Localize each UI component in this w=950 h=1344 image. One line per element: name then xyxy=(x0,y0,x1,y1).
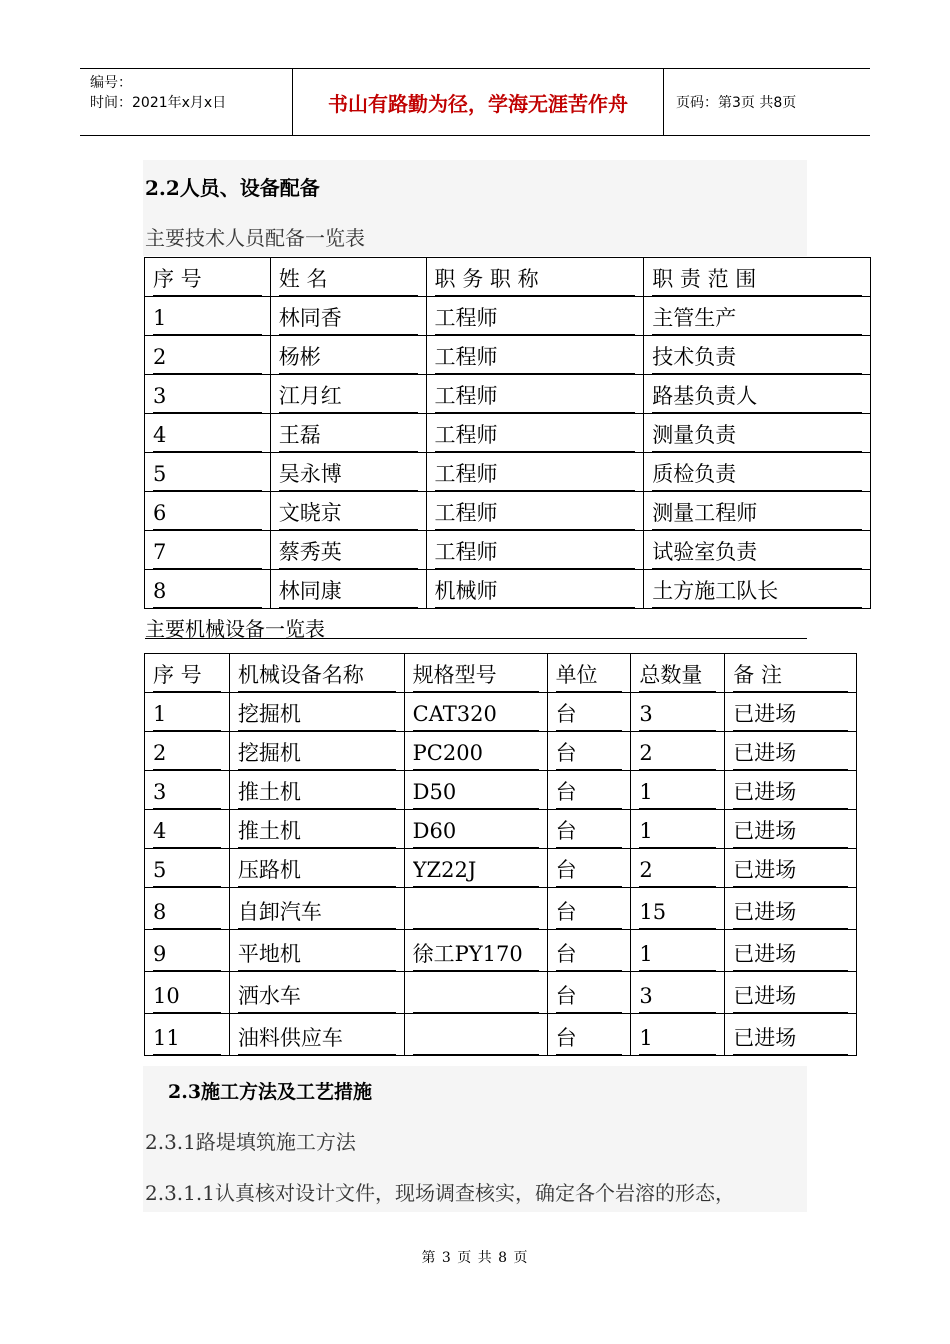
table-cell xyxy=(426,258,644,297)
cell-text: 已进场 xyxy=(733,940,848,971)
cell-text: D50 xyxy=(413,778,539,809)
table-cell xyxy=(404,972,547,1014)
table-cell xyxy=(229,1014,404,1056)
cell-text: 1 xyxy=(639,778,716,809)
table-cell xyxy=(725,1014,857,1056)
cell-text: 1 xyxy=(639,940,716,971)
table-cell xyxy=(547,849,631,888)
cell-text: 已进场 xyxy=(733,856,848,887)
cell-text: 3 xyxy=(639,982,716,1013)
table-cell xyxy=(145,972,230,1014)
header-meta xyxy=(80,69,293,135)
table-row xyxy=(145,375,871,414)
table-row xyxy=(145,1014,857,1056)
table-row xyxy=(145,492,871,531)
table-cell xyxy=(547,810,631,849)
table-row xyxy=(145,570,871,609)
cell-text: 15 xyxy=(639,898,716,929)
cell-text: 8 xyxy=(153,577,262,608)
table-cell xyxy=(725,972,857,1014)
cell-text: 1 xyxy=(153,304,262,335)
table-row xyxy=(145,297,871,336)
page-header xyxy=(80,68,870,136)
equip-table-title: 主要机械设备一览表 xyxy=(145,617,325,641)
cell-text: 推土机 xyxy=(238,817,396,848)
table-cell xyxy=(270,570,426,609)
table-cell xyxy=(270,414,426,453)
cell-text: 测量工程师 xyxy=(652,499,862,530)
cell-text: 江月红 xyxy=(279,382,418,413)
table-cell xyxy=(229,693,404,732)
table-row xyxy=(145,531,871,570)
table-cell xyxy=(145,930,230,972)
table-cell xyxy=(644,453,871,492)
table-cell xyxy=(270,336,426,375)
cell-text: 徐工PY170 xyxy=(413,940,539,971)
cell-text: 5 xyxy=(153,460,262,491)
table-row xyxy=(145,810,857,849)
cell-text: 总数量 xyxy=(639,661,716,692)
cell-text: 文晓京 xyxy=(279,499,418,530)
cell-text: 10 xyxy=(153,982,221,1013)
header-motto: 书山有路勤为径，学海无涯苦作舟 xyxy=(293,69,664,135)
section-heading-2-3: 2.3施工方法及工艺措施 xyxy=(168,1081,373,1103)
cell-text: 工程师 xyxy=(435,538,636,569)
table-cell xyxy=(644,414,871,453)
table-cell xyxy=(270,258,426,297)
cell-text: 挖掘机 xyxy=(238,700,396,731)
cell-text: 工程师 xyxy=(435,382,636,413)
table-cell xyxy=(145,771,230,810)
cell-text: 8 xyxy=(153,898,221,929)
cell-text: 已进场 xyxy=(733,1024,848,1055)
cell-text: 油料供应车 xyxy=(238,1024,396,1055)
table-row xyxy=(145,414,871,453)
table-row xyxy=(145,654,857,693)
table-cell xyxy=(145,732,230,771)
table-cell xyxy=(631,732,725,771)
table-cell xyxy=(145,888,230,930)
table-row xyxy=(145,693,857,732)
table-row xyxy=(145,930,857,972)
cell-text: 台 xyxy=(556,856,623,887)
cell-text: 2 xyxy=(639,856,716,887)
table-cell xyxy=(426,570,644,609)
cell-text: 台 xyxy=(556,940,623,971)
staff-table-title: 主要技术人员配备一览表 xyxy=(145,226,365,250)
cell-text: CAT320 xyxy=(413,700,539,731)
table-cell xyxy=(270,375,426,414)
table-cell xyxy=(547,930,631,972)
cell-text: 1 xyxy=(639,1024,716,1055)
cell-text: 11 xyxy=(153,1024,221,1055)
cell-text: 序 号 xyxy=(153,265,262,296)
table-cell xyxy=(404,810,547,849)
table-row xyxy=(145,453,871,492)
cell-text: 已进场 xyxy=(733,739,848,770)
cell-text: 机械师 xyxy=(435,577,636,608)
table-cell xyxy=(631,810,725,849)
table-row xyxy=(145,336,871,375)
cell-text: 已进场 xyxy=(733,700,848,731)
cell-text: 王磊 xyxy=(279,421,418,452)
table-cell xyxy=(426,453,644,492)
code-label: 编号： xyxy=(90,75,132,91)
cell-text: 姓 名 xyxy=(279,265,418,296)
table-cell xyxy=(644,336,871,375)
table-cell xyxy=(725,693,857,732)
cell-text: 职 责 范 围 xyxy=(652,265,862,296)
cell-text: 台 xyxy=(556,898,623,929)
cell-text: 工程师 xyxy=(435,304,636,335)
cell-text: 序 号 xyxy=(153,661,221,692)
table-cell xyxy=(229,654,404,693)
cell-text: 9 xyxy=(153,940,221,971)
table-cell xyxy=(404,732,547,771)
cell-text: 3 xyxy=(153,382,262,413)
table-cell xyxy=(426,531,644,570)
cell-text: 台 xyxy=(556,817,623,848)
table-row xyxy=(145,888,857,930)
cell-text: 已进场 xyxy=(733,982,848,1013)
cell-text: YZ22J xyxy=(413,856,539,887)
cell-text: 自卸汽车 xyxy=(238,898,396,929)
cell-text: 蔡秀英 xyxy=(279,538,418,569)
table-row xyxy=(145,849,857,888)
table-cell xyxy=(631,888,725,930)
cell-text: 单位 xyxy=(556,661,623,692)
table-cell xyxy=(644,492,871,531)
cell-text: 测量负责 xyxy=(652,421,862,452)
table-row xyxy=(145,258,871,297)
cell-text: 推土机 xyxy=(238,778,396,809)
table-cell xyxy=(404,849,547,888)
section-heading-2-2: 2.2人员、设备配备 xyxy=(145,176,320,200)
cell-text: 机械设备名称 xyxy=(238,661,396,692)
table-cell xyxy=(270,453,426,492)
table-row xyxy=(145,972,857,1014)
table-cell xyxy=(145,414,271,453)
table-cell xyxy=(644,531,871,570)
table-cell xyxy=(145,1014,230,1056)
cell-text: 1 xyxy=(153,700,221,731)
cell-text: 台 xyxy=(556,1024,623,1055)
table-cell xyxy=(631,930,725,972)
table-cell xyxy=(404,771,547,810)
table-cell xyxy=(725,888,857,930)
table-cell xyxy=(145,810,230,849)
cell-text: 挖掘机 xyxy=(238,739,396,770)
table-cell xyxy=(270,297,426,336)
cell-text: 6 xyxy=(153,499,262,530)
table-cell xyxy=(229,771,404,810)
table-cell xyxy=(404,930,547,972)
cell-text: 主管生产 xyxy=(652,304,862,335)
table-cell xyxy=(547,771,631,810)
cell-text xyxy=(413,1024,539,1055)
table-cell xyxy=(145,693,230,732)
cell-text: 林同康 xyxy=(279,577,418,608)
table-cell xyxy=(426,336,644,375)
table-cell xyxy=(631,1014,725,1056)
table-cell xyxy=(229,930,404,972)
table-cell xyxy=(547,654,631,693)
cell-text: 路基负责人 xyxy=(652,382,862,413)
table-cell xyxy=(725,930,857,972)
cell-text: 台 xyxy=(556,778,623,809)
staff-table xyxy=(144,257,871,609)
cell-text: 工程师 xyxy=(435,499,636,530)
table-cell xyxy=(229,888,404,930)
title-underline xyxy=(145,638,807,639)
table-cell xyxy=(644,258,871,297)
cell-text xyxy=(413,982,539,1013)
table-cell xyxy=(631,771,725,810)
equipment-table xyxy=(144,653,857,1056)
cell-text: 试验室负责 xyxy=(652,538,862,569)
table-cell xyxy=(404,654,547,693)
page-footer: 第 3 页 共 8 页 xyxy=(421,1250,529,1266)
cell-text: 压路机 xyxy=(238,856,396,887)
table-cell xyxy=(145,570,271,609)
cell-text: 规格型号 xyxy=(413,661,539,692)
cell-text: 已进场 xyxy=(733,778,848,809)
table-cell xyxy=(725,849,857,888)
table-cell xyxy=(547,1014,631,1056)
cell-text: 2 xyxy=(153,739,221,770)
table-cell xyxy=(547,972,631,1014)
table-cell xyxy=(270,531,426,570)
cell-text: 质检负责 xyxy=(652,460,862,491)
table-cell xyxy=(426,375,644,414)
table-cell xyxy=(145,258,271,297)
table-cell xyxy=(426,492,644,531)
cell-text: 3 xyxy=(639,700,716,731)
table-cell xyxy=(404,1014,547,1056)
cell-text: 1 xyxy=(639,817,716,848)
paragraph-2-3-1-1: 2.3.1.1认真核对设计文件，现场调查核实，确定各个岩溶的形态， xyxy=(145,1181,735,1205)
table-cell xyxy=(547,732,631,771)
cell-text: 工程师 xyxy=(435,460,636,491)
cell-text: 技术负责 xyxy=(652,343,862,374)
cell-text: 土方施工队长 xyxy=(652,577,862,608)
cell-text: 4 xyxy=(153,817,221,848)
cell-text: 台 xyxy=(556,739,623,770)
table-row xyxy=(145,771,857,810)
table-cell xyxy=(547,693,631,732)
cell-text: 2 xyxy=(153,343,262,374)
cell-text: 4 xyxy=(153,421,262,452)
cell-text: 2 xyxy=(639,739,716,770)
cell-text: 备 注 xyxy=(733,661,848,692)
table-cell xyxy=(145,336,271,375)
table-cell xyxy=(145,453,271,492)
cell-text: PC200 xyxy=(413,739,539,770)
table-cell xyxy=(404,693,547,732)
table-cell xyxy=(145,375,271,414)
table-cell xyxy=(145,531,271,570)
table-cell xyxy=(631,693,725,732)
date-label: 时间：2021年x月x日 xyxy=(90,95,227,111)
cell-text: 已进场 xyxy=(733,898,848,929)
cell-text: 已进场 xyxy=(733,817,848,848)
cell-text: 杨彬 xyxy=(279,343,418,374)
cell-text: 7 xyxy=(153,538,262,569)
cell-text: D60 xyxy=(413,817,539,848)
table-cell xyxy=(631,972,725,1014)
table-cell xyxy=(725,654,857,693)
cell-text: 职 务 职 称 xyxy=(435,265,636,296)
table-cell xyxy=(725,732,857,771)
table-cell xyxy=(631,849,725,888)
cell-text: 吴永博 xyxy=(279,460,418,491)
table-cell xyxy=(229,732,404,771)
cell-text: 台 xyxy=(556,700,623,731)
table-cell xyxy=(270,492,426,531)
sub-heading-2-3-1: 2.3.1路堤填筑施工方法 xyxy=(145,1130,356,1154)
cell-text: 洒水车 xyxy=(238,982,396,1013)
cell-text: 工程师 xyxy=(435,343,636,374)
table-cell xyxy=(229,849,404,888)
table-cell xyxy=(145,297,271,336)
table-row xyxy=(145,732,857,771)
cell-text: 台 xyxy=(556,982,623,1013)
table-cell xyxy=(426,297,644,336)
table-cell xyxy=(547,888,631,930)
table-cell xyxy=(404,888,547,930)
cell-text: 5 xyxy=(153,856,221,887)
table-cell xyxy=(644,570,871,609)
table-cell xyxy=(644,297,871,336)
table-cell xyxy=(631,654,725,693)
table-cell xyxy=(644,375,871,414)
cell-text: 3 xyxy=(153,778,221,809)
table-cell xyxy=(426,414,644,453)
cell-text: 平地机 xyxy=(238,940,396,971)
cell-text: 林同香 xyxy=(279,304,418,335)
cell-text: 工程师 xyxy=(435,421,636,452)
table-cell xyxy=(725,810,857,849)
table-cell xyxy=(145,849,230,888)
table-cell xyxy=(145,654,230,693)
cell-text xyxy=(413,898,539,929)
table-cell xyxy=(229,810,404,849)
table-cell xyxy=(229,972,404,1014)
header-page-info: 页码：第3页 共8页 xyxy=(676,95,797,111)
table-cell xyxy=(725,771,857,810)
table-cell xyxy=(145,492,271,531)
